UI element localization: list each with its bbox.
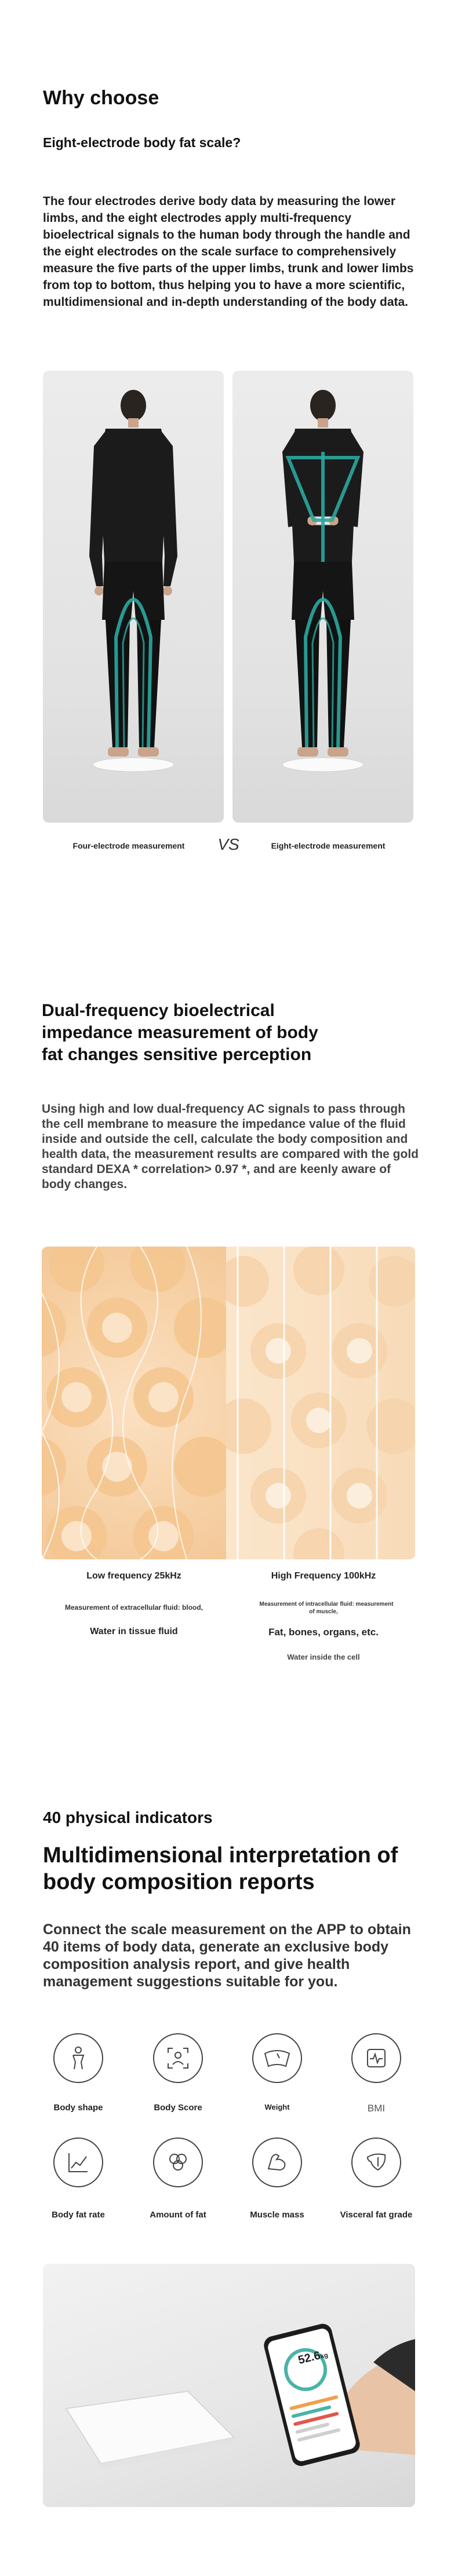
section2-title-line1: Dual-frequency bioelectrical: [42, 1001, 275, 1020]
caption-eight-electrode: Eight-electrode measurement: [271, 841, 386, 850]
person-four-electrode-figure: [43, 371, 224, 823]
section1-title: Why choose: [43, 87, 159, 109]
caption-four-electrode: Four-electrode measurement: [72, 841, 185, 850]
low-frequency-cells-panel: [42, 1247, 226, 1559]
section3-title-line2: body composition reports: [43, 1870, 315, 1894]
muscle-mass-label: Muscle mass: [250, 2210, 304, 2220]
high-frequency-sub: Water inside the cell: [287, 1653, 360, 1661]
muscle-mass-icon: [252, 2137, 302, 2187]
bmi-label: BMI: [367, 2103, 386, 2114]
amount-of-fat-label: Amount of fat: [150, 2210, 206, 2220]
cells-illustration-left: [42, 1247, 226, 1559]
visceral-fat-grade-label: Visceral fat grade: [340, 2210, 413, 2220]
person-eight-electrode-figure: [232, 371, 413, 823]
body-score-label: Body Score: [154, 2103, 202, 2113]
section1-subtitle: Eight-electrode body fat scale?: [43, 135, 241, 150]
high-frequency-item: Fat, bones, organs, etc.: [268, 1627, 379, 1638]
amount-of-fat-icon: [153, 2137, 203, 2187]
app-usage-photo: [43, 2264, 415, 2507]
low-frequency-desc: Measurement of extracellular fluid: blood,: [64, 1603, 203, 1612]
body-score-icon: [153, 2033, 203, 2083]
body-fat-rate-icon: [53, 2137, 103, 2187]
visceral-fat-grade-icon: [351, 2137, 401, 2187]
body-shape-label: Body shape: [53, 2103, 103, 2113]
high-frequency-heading: High Frequency 100kHz: [271, 1571, 376, 1581]
high-frequency-desc-line1: Measurement of intracellular fluid: measurement: [259, 1601, 394, 1607]
section3-kicker: 40 physical indicators: [43, 1808, 213, 1826]
cells-illustration-right: [226, 1247, 415, 1559]
phone-weight-unit: kg: [319, 2351, 329, 2361]
body-shape-icon: [53, 2033, 103, 2083]
eight-electrode-photo: [232, 371, 413, 823]
section2-title-line3: fat changes sensitive perception: [42, 1045, 312, 1064]
section2-paragraph: Using high and low dual-frequency AC signals to pass through the cell membrane to measure the impedance value of the fluid inside and outside the cell, calculate the body composition and health data, the measurement results are compared with the gold standard DEXA * correlation> 0.97 *, and are keenly aware of body changes.: [42, 1102, 419, 1191]
phone-weight-number: 52.6: [296, 2349, 322, 2367]
four-electrode-photo: [43, 371, 224, 823]
scale-and-phone-illustration: [43, 2264, 415, 2507]
weight-label: Weight: [264, 2103, 290, 2111]
high-frequency-desc-line2: of muscle,: [309, 1609, 338, 1615]
body-fat-rate-label: Body fat rate: [52, 2210, 105, 2220]
bmi-icon: [351, 2033, 401, 2083]
section3-paragraph: Connect the scale measurement on the APP to obtain 40 items of body data, generate an exclusive body composition analysis report, and give health management suggestions suitable for you.: [43, 1921, 411, 1990]
low-frequency-item: Water in tissue fluid: [90, 1627, 178, 1636]
high-frequency-cells-panel: [226, 1247, 415, 1559]
section3-title-line1: Multidimensional interpretation of: [43, 1843, 398, 1868]
low-frequency-heading: Low frequency 25kHz: [86, 1571, 181, 1581]
weight-icon: [252, 2033, 302, 2083]
vs-label: VS: [217, 835, 239, 853]
section2-title-line2: impedance measurement of body: [42, 1023, 318, 1042]
section1-paragraph: The four electrodes derive body data by measuring the lower limbs, and the eight electrodes apply multi-frequency bioelectrical signals to the human body through the handle and the eight electrodes on the scale surface to comprehensively measure the five parts of the upper limbs, trunk and lower limbs from top to bottom, thus helping you to have a more scientific, multidimensional and in-depth understanding of the body data.: [43, 195, 414, 309]
